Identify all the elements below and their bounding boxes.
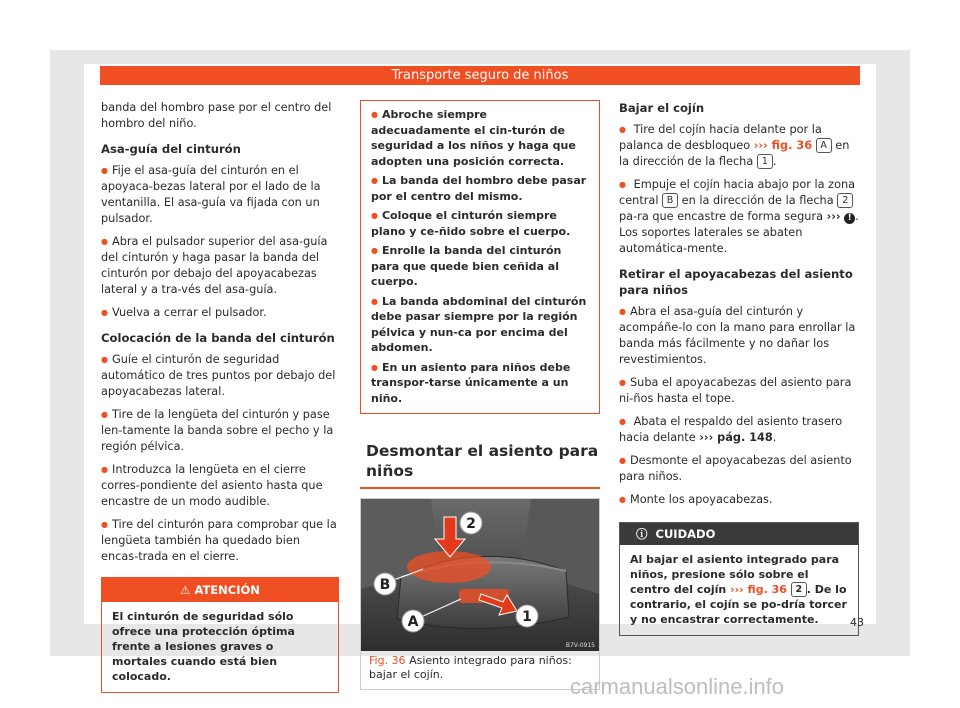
column-middle: [360, 100, 600, 690]
list-item: ● Desmonte el apoyacabezas del asiento para niños.: [619, 453, 859, 485]
list-item: [619, 414, 859, 446]
figure-36: [360, 498, 600, 690]
text-run: .: [772, 431, 777, 444]
text-run: Empuje el cojín hacia abajo por la zona central: [619, 178, 856, 207]
intro-text: banda del hombro pase por el centro del hombro del niño.: [101, 101, 332, 130]
caution-text: [620, 545, 858, 635]
heading-bajar-cojin: Bajar el cojín: [619, 101, 705, 115]
figure-caption: [361, 651, 599, 689]
list-item: ● La banda abdominal del cinturón debe pasar siempre por la región pélvica y nun-ca por encima del abdomen.: [371, 294, 589, 356]
list-item: ● Suba el apoyacabezas del asiento para ni-ños hasta el tope.: [619, 375, 859, 407]
caution-box: [619, 522, 859, 636]
list-item: ● Abroche siempre adecuadamente el cin-turón de seguridad a los niños y haga que adopten una posición correcta.: [371, 107, 589, 169]
heading-asa-guia: Asa-guía del cinturón: [101, 142, 241, 156]
callout-badge: 2: [837, 193, 853, 208]
figure-number: Fig. 36: [369, 654, 406, 667]
warning-title: ATENCIÓN: [194, 583, 260, 597]
warning-triangle-icon: ⚠: [180, 583, 191, 597]
figure-code: B7V-0915: [565, 642, 595, 649]
figure-reference-link[interactable]: ››› fig. 36: [730, 583, 787, 596]
list-item: ● En un asiento para niños debe transpor-tarse únicamente a un niño.: [371, 360, 589, 407]
info-circle-icon: ⓘ: [636, 527, 648, 541]
list-item: ● Fije el asa-guía del cinturón en el apoyaca-bezas lateral por el lado de la ventanilla. El asa-guía va fijada con un pulsador.: [101, 163, 339, 227]
callout-badge: 1: [757, 154, 773, 169]
section-divider: [360, 487, 600, 489]
text-run: . Los soportes laterales se abaten automática-mente.: [619, 210, 859, 255]
text-run: Tire del cojín hacia delante por la palanca de desbloqueo: [619, 123, 822, 152]
warning-box: [101, 577, 339, 693]
list-item: ● Tire del cinturón para comprobar que la lengüeta también ha quedado bien encas-trada en el cierre.: [101, 517, 339, 565]
label-a: A: [407, 614, 419, 630]
figure-reference-link[interactable]: ››› fig. 36: [753, 139, 813, 152]
callout-badge: B: [662, 193, 678, 208]
page-reference-link[interactable]: ››› pág. 148: [699, 431, 773, 444]
exclamation-icon: !: [844, 213, 855, 224]
seat-cushion-illustration: [361, 499, 599, 651]
list-item: ● Vuelva a cerrar el pulsador.: [101, 305, 339, 321]
text-run: en la dirección de la flecha: [681, 194, 834, 207]
arrow-number-1: 1: [522, 609, 532, 625]
text-run: . De lo contrario, el cojín se po-dría torcer y no encastrar correctamente.: [630, 583, 847, 626]
figure-caption-text: Asiento integrado para niños: bajar el cojín.: [369, 654, 572, 681]
label-b: B: [379, 577, 391, 593]
list-item: ● Tire de la lengüeta del cinturón y pase len-tamente la banda sobre el pecho y la región pélvica.: [101, 407, 339, 455]
heading-colocacion: Colocación de la banda del cinturón: [101, 331, 335, 345]
caution-reference-link[interactable]: ›››: [826, 210, 841, 223]
list-item: ● Guíe el cinturón de seguridad automático de tres puntos por debajo del apoyacabezas lateral.: [101, 352, 339, 400]
text-run: Al bajar el asiento integrado para niños, presione sólo sobre el centro del cojín: [630, 553, 840, 596]
warning-text: El cinturón de seguridad sólo ofrece una protección óptima frente a lesiones graves o mortales cuando está bien colocado.: [112, 610, 295, 683]
warning-continuation-box: [360, 100, 600, 414]
text-run: Abata el respaldo del asiento trasero hacia delante: [619, 415, 843, 444]
list-item: ● Abra el pulsador superior del asa-guía del cinturón y haga pasar la banda del cinturón por debajo del apoyacabezas lateral y a tra-vés del asa-guía.: [101, 234, 339, 298]
list-item: ● Enrolle la banda del cinturón para que quede bien ceñida al cuerpo.: [371, 243, 589, 290]
warning-header: [102, 578, 338, 602]
page-header: Transporte seguro de niños: [100, 66, 860, 85]
column-left: [101, 100, 339, 693]
watermark: carmanualsonline.info: [570, 674, 785, 699]
list-item: ● La banda del hombro debe pasar por el centro del mismo.: [371, 173, 589, 204]
page-number: 43: [850, 616, 864, 629]
list-item: ● Tire del cojín hacia delante por la palanca de desbloqueo ››› fig. 36 A en la dirección de la flecha 1 .: [619, 122, 859, 170]
heading-retirar-apoyacabezas: Retirar el apoyacabezas del asiento para niños: [619, 267, 853, 297]
callout-badge: 2: [791, 582, 807, 597]
list-item: ● Introduzca la lengüeta en el cierre corres-pondiente del asiento hasta que encastre de un modo audible.: [101, 462, 339, 510]
list-item: ● Monte los apoyacabezas.: [619, 492, 859, 508]
list-item: [619, 177, 859, 257]
list-item: ● Coloque el cinturón siempre plano y ce-ñido sobre el cuerpo.: [371, 208, 589, 239]
caution-header: [620, 523, 858, 545]
column-right: [619, 100, 859, 636]
text-run: en la dirección de la flecha: [619, 139, 850, 168]
section-title: Desmontar el asiento para niños: [366, 442, 599, 480]
text-run: pa-ra que encastre de forma segura: [619, 210, 823, 223]
callout-badge: A: [816, 138, 832, 153]
caution-title: CUIDADO: [655, 527, 716, 541]
list-item: ● Abra el asa-guía del cinturón y acompáñe-lo con la mano para enrollar la banda más fácilmente y no dañar los revestimientos.: [619, 304, 859, 368]
arrow-number-2: 2: [466, 516, 476, 532]
seat-illustration-svg: [361, 499, 599, 651]
